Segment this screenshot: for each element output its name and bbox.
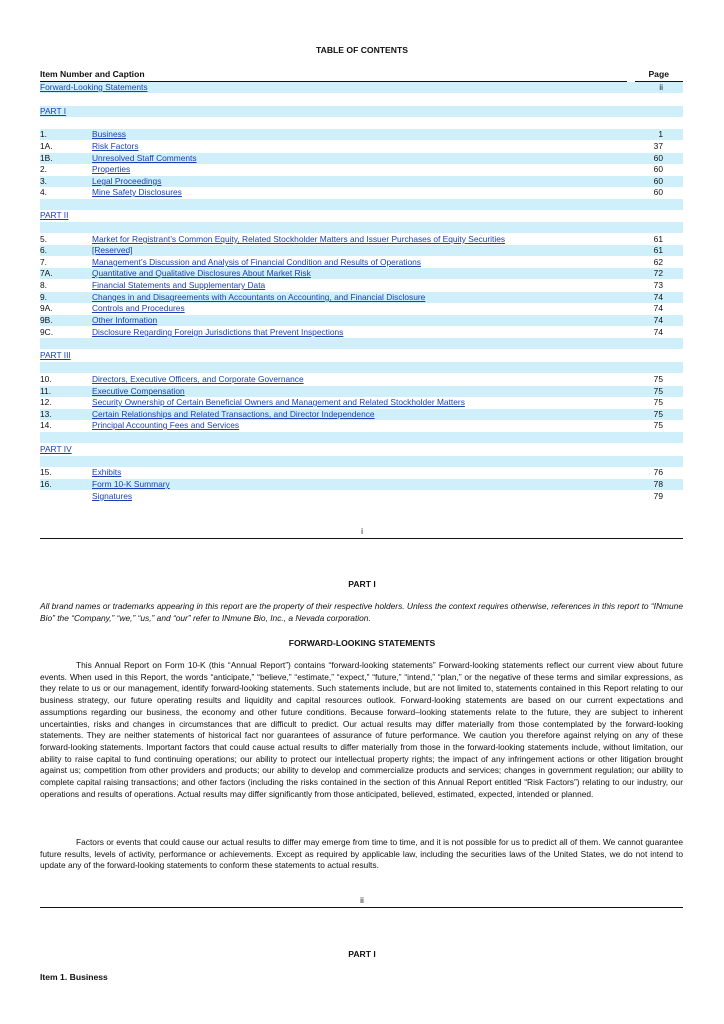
toc-row[interactable]: [40, 397, 683, 408]
forward-looking-paragraph-2: Factors or events that could cause our actual results to differ may emerge from time to time, and it is not possible for us to predict all of them. We cannot guarantee future results, levels of activity, performance or achievements. Except as required by applicable law, including the securities laws of the United States, we do not intend to update any of the forward-looking statements to conform these statements to actual results.: [40, 837, 683, 871]
toc-item-number: 9.: [40, 292, 47, 302]
toc-page: 75: [653, 386, 663, 396]
toc-item-link[interactable]: Management’s Discussion and Analysis of Financial Condition and Results of Operations: [92, 257, 421, 267]
toc-spacer: [40, 338, 683, 349]
toc-item-link[interactable]: Certain Relationships and Related Transactions, and Director Independence: [92, 409, 375, 419]
toc-item-number: 5.: [40, 234, 47, 244]
toc-item-link[interactable]: Directors, Executive Officers, and Corporate Governance: [92, 374, 304, 384]
toc-page: 79: [653, 491, 663, 501]
toc-item-number: 4.: [40, 187, 47, 197]
toc-row[interactable]: [40, 491, 683, 502]
toc-row[interactable]: [40, 420, 683, 431]
toc-page: 76: [653, 467, 663, 477]
page-number: ii: [360, 895, 364, 905]
toc-page: 62: [653, 257, 663, 267]
page-number: i: [361, 526, 363, 536]
item-heading: Item 1. Business: [40, 972, 108, 982]
toc-row[interactable]: [40, 187, 683, 198]
toc-row[interactable]: [40, 245, 683, 256]
toc-item-number: 1B.: [40, 153, 53, 163]
toc-spacer: [40, 432, 683, 443]
part-heading: PART I: [348, 579, 376, 589]
toc-item-link[interactable]: Security Ownership of Certain Beneficial Owners and Management and Related Stockholder Matters: [92, 397, 465, 407]
toc-row-forward-looking[interactable]: [40, 82, 683, 93]
toc-item-number: 9B.: [40, 315, 53, 325]
toc-row[interactable]: [40, 129, 683, 140]
toc-item-number: 1.: [40, 129, 47, 139]
toc-part-row[interactable]: [40, 106, 683, 117]
toc-col-caption: Item Number and Caption: [40, 69, 145, 79]
toc-row[interactable]: [40, 374, 683, 385]
toc-link-part-i[interactable]: PART I: [40, 106, 67, 116]
toc-row[interactable]: [40, 141, 683, 152]
toc-item-link[interactable]: Market for Registrant’s Common Equity, Related Stockholder Matters and Issuer Purchases of Equity Securities: [92, 234, 506, 244]
toc-item-number: 8.: [40, 280, 47, 290]
toc-row[interactable]: [40, 234, 683, 245]
toc-page: 75: [653, 374, 663, 384]
toc-link-part-iv[interactable]: PART IV: [40, 444, 72, 454]
toc-item-link[interactable]: Changes in and Disagreements with Accountants on Accounting, and Financial Disclosure: [92, 292, 426, 302]
toc-spacer: [40, 117, 683, 128]
page-break-rule: [40, 907, 683, 908]
toc-page: 60: [653, 187, 663, 197]
toc-header: [40, 69, 683, 81]
toc-row[interactable]: [40, 280, 683, 291]
toc-row[interactable]: [40, 164, 683, 175]
toc-item-link[interactable]: Other Information: [92, 315, 158, 325]
part-heading: PART I: [348, 949, 376, 959]
toc-part-row[interactable]: [40, 350, 683, 361]
toc-row[interactable]: [40, 409, 683, 420]
forward-looking-heading: FORWARD-LOOKING STATEMENTS: [288, 638, 436, 648]
toc-item-link[interactable]: Executive Compensation: [92, 386, 185, 396]
toc-spacer: [40, 94, 683, 105]
toc-row[interactable]: [40, 303, 683, 314]
toc-spacer: [40, 362, 683, 373]
toc-row[interactable]: [40, 153, 683, 164]
toc-item-link[interactable]: [Reserved]: [92, 245, 133, 255]
toc-page: 78: [653, 479, 663, 489]
toc-row[interactable]: [40, 257, 683, 268]
toc-row[interactable]: [40, 386, 683, 397]
toc-item-number: 10.: [40, 374, 52, 384]
toc-item-number: 9C.: [40, 327, 54, 337]
toc-part-row[interactable]: [40, 444, 683, 455]
toc-item-link[interactable]: Exhibits: [92, 467, 122, 477]
toc-item-link[interactable]: Financial Statements and Supplementary Data: [92, 280, 266, 290]
toc-row[interactable]: [40, 327, 683, 338]
brand-note: All brand names or trademarks appearing in this report are the property of their respective holders. Unless the context requires otherwise, references in this report to “INmune Bio” the “Company,” “we,” “us,” and “our” refer to INmune Bio, Inc., a Nevada corporation.: [40, 601, 683, 623]
page-break-rule: [40, 538, 683, 539]
toc-item-link[interactable]: Properties: [92, 164, 131, 174]
toc-page: 74: [653, 327, 663, 337]
toc-page: 60: [653, 153, 663, 163]
toc-item-link[interactable]: Signatures: [92, 491, 133, 501]
toc-col-page: Page: [648, 69, 669, 79]
toc-item-link[interactable]: Disclosure Regarding Foreign Jurisdictions that Prevent Inspections: [92, 327, 344, 337]
toc-link-forward-looking[interactable]: Forward-Looking Statements: [40, 82, 148, 92]
toc-item-number: 9A.: [40, 303, 53, 313]
toc-item-number: 13.: [40, 409, 52, 419]
toc-link-part-iii[interactable]: PART III: [40, 350, 71, 360]
toc-page: ii: [659, 82, 663, 92]
toc-row[interactable]: [40, 315, 683, 326]
toc-item-link[interactable]: Legal Proceedings: [92, 176, 162, 186]
toc-page: 37: [653, 141, 663, 151]
toc-page: 60: [653, 164, 663, 174]
toc-item-link[interactable]: Principal Accounting Fees and Services: [92, 420, 240, 430]
toc-item-link[interactable]: Business: [92, 129, 126, 139]
toc-item-link[interactable]: Unresolved Staff Comments: [92, 153, 197, 163]
toc-item-number: 1A.: [40, 141, 53, 151]
toc-row[interactable]: [40, 479, 683, 490]
toc-page: 60: [653, 176, 663, 186]
toc-page: 61: [653, 234, 663, 244]
toc-item-number: 7A.: [40, 268, 53, 278]
toc-page: 73: [653, 280, 663, 290]
toc-item-number: 11.: [40, 386, 52, 396]
toc-item-number: 2.: [40, 164, 47, 174]
toc-item-number: 16.: [40, 479, 52, 489]
toc-spacer: [40, 456, 683, 467]
toc-row[interactable]: [40, 176, 683, 187]
forward-looking-paragraph-1: This Annual Report on Form 10-K (this “Annual Report”) contains “forward-looking statements” Forward-looking statements reflect our current view about future events. When used in this Report, the words “anticipate,” “believe,” “estimate,” “expect,” “future,” “intend,” “plan,” or the negative of these terms and similar expressions, as they relate to us or our management, identify forward-looking statements. Such statements include, but are not limited to, statements contained in this Report relating to our business strategy, our future operating results and liquidity and capital resources outlook. Forward-looking statements are based on our current expectations and assumptions regarding our business, the economy and other future conditions. Because forward–looking statements relate to the future, they are subject to inherent uncertainties, risks and changes in circumstances that are difficult to predict. Our actual results may differ materially from those contemplated by the forward-looking statements. They are neither statements of historical fact nor guarantees of assurance of future performance. We caution you therefore against relying on any of these forward-looking statements. Important factors that could cause actual results to differ materially from those in the forward-looking statements include, without limitation, our ability to raise capital to fund continuing operations; our ability to protect our intellectual property rights; the impact of any infringement actions or other litigation brought against us; competition from other providers and products; our ability to develop and commercialize products and services; changes in government regulation; our ability to complete capital raising transactions; and other factors (including the risks contained in the section of this Annual Report entitled “Risk Factors”) relating to our industry, our operations and results of operations. Actual results may differ significantly from those anticipated, believed, estimated, expected, intended or planned.: [40, 660, 683, 799]
toc-page: 75: [653, 409, 663, 419]
toc-title: TABLE OF CONTENTS: [316, 45, 408, 55]
toc-row[interactable]: [40, 268, 683, 279]
toc-item-link[interactable]: Risk Factors: [92, 141, 139, 151]
toc-item-link[interactable]: Controls and Procedures: [92, 303, 185, 313]
toc-page: 1: [658, 129, 663, 139]
toc-page: 74: [653, 315, 663, 325]
toc-page: 75: [653, 397, 663, 407]
toc-item-number: 12.: [40, 397, 52, 407]
toc-page: 75: [653, 420, 663, 430]
toc-page: 74: [653, 292, 663, 302]
toc-page: 74: [653, 303, 663, 313]
toc-item-number: 3.: [40, 176, 47, 186]
toc-row[interactable]: [40, 292, 683, 303]
toc-spacer: [40, 222, 683, 233]
toc-row[interactable]: [40, 467, 683, 478]
toc-page: 61: [653, 245, 663, 255]
toc-page: 72: [653, 268, 663, 278]
toc-item-number: 7.: [40, 257, 47, 267]
toc-item-link[interactable]: Quantitative and Qualitative Disclosures About Market Risk: [92, 268, 311, 278]
toc-part-row[interactable]: [40, 210, 683, 221]
toc-item-number: 14.: [40, 420, 52, 430]
toc-item-number: 15.: [40, 467, 52, 477]
toc-item-number: 6.: [40, 245, 47, 255]
toc-item-link[interactable]: Form 10-K Summary: [92, 479, 170, 489]
toc-item-link[interactable]: Mine Safety Disclosures: [92, 187, 182, 197]
toc-spacer: [40, 199, 683, 210]
toc-link-part-ii[interactable]: PART II: [40, 210, 69, 220]
